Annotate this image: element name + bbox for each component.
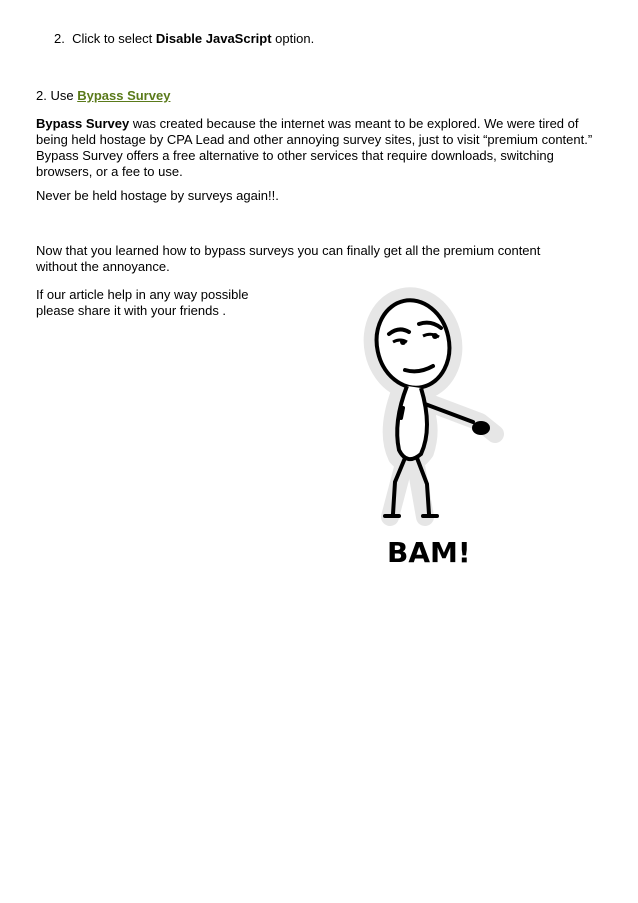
bam-stick-figure-image [355,282,505,582]
description-bold: Bypass Survey [36,116,130,131]
bam-caption: BAM! [387,536,471,569]
step-suffix: option. [275,31,315,46]
step-bold-option: Disable JavaScript [155,31,272,46]
step-number: 2. [54,31,65,46]
step-2-line [54,31,314,47]
share-line-2: please share it with your friends . [36,303,227,318]
now-paragraph: Now that you learned how to bypass surveys you can finally get all the premium content without the annoyance. [36,243,541,274]
share-line-1: If our article help in any way possible [36,287,249,302]
bypass-survey-link[interactable]: Bypass Survey [77,88,171,103]
section-number: 2. Use [36,88,74,103]
description-paragraph [36,116,602,180]
section-2-heading [36,88,170,104]
never-paragraph: Never be held hostage by surveys again!!. [36,188,279,203]
description-text: was created because the internet was meant to be explored. We were tired of being held hostage by CPA Lead and other annoying survey sites, just to visit “premium content.” Bypass Survey offers a free alternative to other services that require downloads, switching browsers, or a fee to use. [36,116,593,179]
step-prefix: Click to select [72,31,153,46]
